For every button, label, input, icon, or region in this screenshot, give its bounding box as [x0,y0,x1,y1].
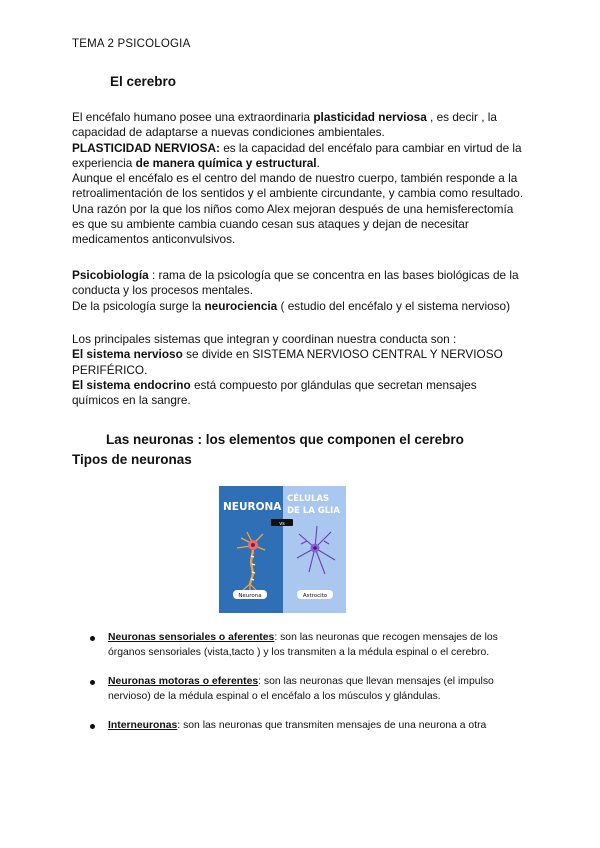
bullet-icon [90,636,95,641]
bullet-icon [90,724,95,729]
paragraph-sistema-endocrino [72,378,527,409]
text: está compuesto por glándulas que secretan mensajes químicos en la sangre. [72,377,477,408]
right-label: Astrocito [302,593,328,599]
text: De la psicología surge la [72,298,205,313]
text: . [316,155,320,170]
section-sistemas [72,332,527,408]
document-header: TEMA 2 PSICOLOGIA [72,38,191,50]
list-item-text: : son las neuronas que transmiten mensajes de una neurona a otra [177,720,487,731]
paragraph-plasticidad [72,110,527,141]
heading-el-cerebro: El cerebro [110,74,177,89]
list-item-text: : son las neuronas que recogen mensajes de los órganos sensoriales (vista,tacto ) y los transmiten a la médula espinal o el cerebro. [108,632,498,658]
bold-term: de manera química y estructural [135,155,317,170]
section-plasticidad [72,110,527,248]
paragraph-psicobiologia [72,268,527,299]
right-title-line1: CÉLULAS [287,494,330,504]
heading-tipos-neuronas: Tipos de neuronas [72,452,192,467]
section-psicobiologia [72,268,527,314]
heading-neuronas: Las neuronas : los elementos que componen el cerebro [106,432,464,447]
list-item-text: : son las neuronas que llevan mensajes (el impulso nervioso) de la médula espinal o el encéfalo a los músculos y glándulas. [108,676,494,702]
list-item-term: Interneuronas [108,720,178,731]
text: , es decir , la capacidad de adaptarse a nuevas condiciones ambientales. [72,110,497,140]
left-label: Neurona [238,593,262,599]
text: : rama de la psicología que se concentra en las bases biológicas de la conducta y los procesos mentales. [72,268,519,298]
bold-term: El sistema nervioso [72,347,183,362]
text: es la capacidad del encéfalo para cambiar en virtud de la experiencia [72,140,522,170]
neurona-vs-glia-illustration [219,486,346,613]
list-item-term: Neuronas sensoriales o aferentes [108,632,275,643]
bold-term: plasticidad nerviosa [313,110,427,124]
paragraph-encefalo: Aunque el encéfalo es el centro del mando de nuestro cuerpo, también responde a la retroalimentación de los sentidos y el ambiente circundante, y cambia como resultado. Una razón por la que los niños como Alex mejoran después de una hemisferectomía es que su ambiente cambia cuando cesan sus ataques y dejan de necesitar medicamentos anticonvulsivos. [72,171,524,247]
list-item [72,630,532,660]
bold-term: PLASTICIDAD NERVIOSA: [72,140,220,155]
bold-term: El sistema endocrino [72,377,191,392]
list-item [72,718,532,733]
text: El encéfalo humano posee una extraordinaria [72,110,314,124]
list-item [72,674,532,704]
paragraph-sistema-nervioso [72,347,527,378]
paragraph-intro-sistemas: Los principales sistemas que integran y coordinan nuestra conducta son : [72,332,457,346]
list-item-term: Neuronas motoras o eferentes [108,676,259,687]
paragraph-neurociencia [72,299,527,314]
neuron-types-list [72,630,532,747]
left-title: NEURONA [223,501,282,513]
vs-tag: vs [279,521,285,527]
bold-term: neurociencia [204,298,278,313]
bullet-icon [90,680,95,685]
text: se divide en SISTEMA NERVIOSO CENTRAL Y NERVIOSO PERIFÉRICO. [72,347,503,377]
bold-term: Psicobiología [72,268,149,282]
paragraph-definicion [72,141,527,172]
text: ( estudio del encéfalo y el sistema nervioso) [277,298,511,313]
right-title-line2: DE LA GLIA [287,506,340,516]
